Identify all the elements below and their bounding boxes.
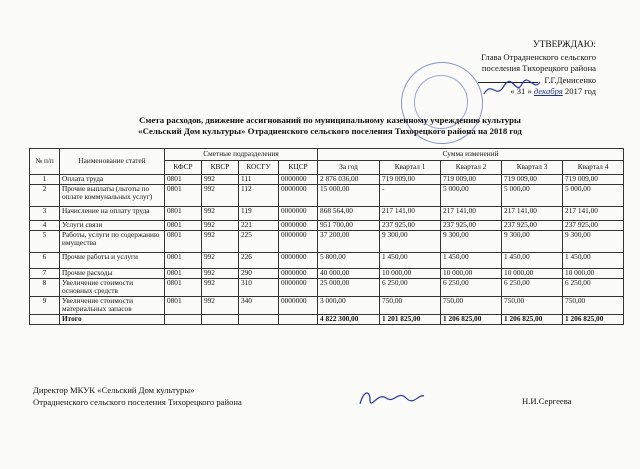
cell-kosgu: 111 bbox=[239, 175, 279, 185]
cell-kosgu: 226 bbox=[239, 253, 279, 269]
total-q1: 1 201 825,00 bbox=[380, 314, 441, 324]
cell-name: Прочие работы и услуги bbox=[60, 253, 165, 269]
cell-kvsr: 992 bbox=[202, 296, 239, 314]
cell-name: Услуги связи bbox=[60, 221, 165, 231]
cell-kosgu: 340 bbox=[239, 296, 279, 314]
cell-kcsr: 0000000 bbox=[279, 279, 318, 297]
cell-name: Увеличение стоимости основных средств bbox=[60, 279, 165, 297]
cell-kfsr: 0801 bbox=[165, 296, 202, 314]
table-row bbox=[30, 296, 624, 314]
cell-kvsr: 992 bbox=[202, 269, 239, 279]
header-kcsr: КЦСР bbox=[279, 161, 318, 175]
header-year: За год bbox=[318, 161, 380, 175]
table-row bbox=[30, 231, 624, 253]
cell-q2: 6 250,00 bbox=[441, 279, 502, 297]
cell-q3: 5 000,00 bbox=[502, 185, 563, 207]
cell-n: 3 bbox=[30, 207, 60, 221]
signature-icon bbox=[482, 78, 542, 100]
title-line-2: «Сельский Дом культуры» Отрадненского сельского поселения Тихорецкого района на 2018 год bbox=[138, 126, 522, 136]
cell-kvsr: 992 bbox=[202, 185, 239, 207]
cell-kvsr: 992 bbox=[202, 175, 239, 185]
cell-year: 3 000,00 bbox=[318, 296, 380, 314]
cell-kosgu: 290 bbox=[239, 269, 279, 279]
cell-kfsr: 0801 bbox=[165, 175, 202, 185]
cell-q3: 9 300,00 bbox=[502, 231, 563, 253]
footer-name: Н.И.Сергеева bbox=[522, 396, 572, 406]
total-q4: 1 206 825,00 bbox=[563, 314, 624, 324]
document-title bbox=[70, 115, 590, 137]
cell-q3: 6 250,00 bbox=[502, 279, 563, 297]
cell-kfsr: 0801 bbox=[165, 207, 202, 221]
cell-q4: 750,00 bbox=[563, 296, 624, 314]
budget-table bbox=[29, 148, 624, 325]
title-line-1: Смета расходов, движение ассигнований по муниципальному казенному учреждению культуры bbox=[139, 115, 521, 125]
cell-kcsr: 0000000 bbox=[279, 269, 318, 279]
cell-name: Работы, услуги по содержанию имущества bbox=[60, 231, 165, 253]
cell-n: 8 bbox=[30, 279, 60, 297]
approval-date-year: 2017 год bbox=[564, 86, 596, 97]
cell-q2: 9 300,00 bbox=[441, 231, 502, 253]
table-row bbox=[30, 221, 624, 231]
header-name: Наименование статей bbox=[60, 149, 165, 175]
cell-year: 25 000,00 bbox=[318, 279, 380, 297]
cell-kosgu: 119 bbox=[239, 207, 279, 221]
header-kosgu: КОСГУ bbox=[239, 161, 279, 175]
cell-kvsr: 992 bbox=[202, 279, 239, 297]
cell-q2: 750,00 bbox=[441, 296, 502, 314]
cell-year: 868 564,00 bbox=[318, 207, 380, 221]
cell-q2: 1 450,00 bbox=[441, 253, 502, 269]
cell-year: 40 000,00 bbox=[318, 269, 380, 279]
cell-kcsr: 0000000 bbox=[279, 207, 318, 221]
cell-year: 5 800,00 bbox=[318, 253, 380, 269]
signature-icon bbox=[356, 386, 426, 408]
table-row bbox=[30, 185, 624, 207]
cell-name: Прочие выплаты (льготы по оплате коммунальных услуг) bbox=[60, 185, 165, 207]
approval-date-day: « 31 » bbox=[510, 86, 532, 97]
cell-q4: 237 925,00 bbox=[563, 221, 624, 231]
table-row bbox=[30, 269, 624, 279]
header-sums-group: Сумма изменений bbox=[318, 149, 624, 161]
cell-q4: 5 000,00 bbox=[563, 185, 624, 207]
header-kfsr: КФСР bbox=[165, 161, 202, 175]
cell-kfsr: 0801 bbox=[165, 231, 202, 253]
cell-n: 4 bbox=[30, 221, 60, 231]
cell-kcsr: 0000000 bbox=[279, 253, 318, 269]
approval-date-month: декабря bbox=[533, 86, 563, 97]
cell-year: 15 000,00 bbox=[318, 185, 380, 207]
cell-kcsr: 0000000 bbox=[279, 296, 318, 314]
cell-q2: 237 925,00 bbox=[441, 221, 502, 231]
cell-q3: 217 141,00 bbox=[502, 207, 563, 221]
cell-q1: 10 000,00 bbox=[380, 269, 441, 279]
cell-q3: 1 450,00 bbox=[502, 253, 563, 269]
approval-line-2: поселения Тихорецкого района bbox=[481, 63, 596, 74]
footer-line-1: Директор МКУК «Сельский Дом культуры» bbox=[33, 385, 195, 395]
cell-n: 5 bbox=[30, 231, 60, 253]
cell-q4: 10 000,00 bbox=[563, 269, 624, 279]
header-codes-group: Сметные подразделения bbox=[165, 149, 318, 161]
cell-n: 2 bbox=[30, 185, 60, 207]
cell-kfsr: 0801 bbox=[165, 185, 202, 207]
header-q1: Квартал 1 bbox=[380, 161, 441, 175]
cell-q2: 10 000,00 bbox=[441, 269, 502, 279]
cell-kvsr: 992 bbox=[202, 207, 239, 221]
table-row bbox=[30, 279, 624, 297]
total-q3: 1 206 825,00 bbox=[502, 314, 563, 324]
cell-q4: 1 450,00 bbox=[563, 253, 624, 269]
cell-kosgu: 112 bbox=[239, 185, 279, 207]
header-q3: Квартал 3 bbox=[502, 161, 563, 175]
table-row bbox=[30, 207, 624, 221]
approval-line-1: Глава Отрадненского сельского bbox=[481, 51, 596, 62]
total-row bbox=[30, 314, 624, 324]
approval-heading: УТВЕРЖДАЮ: bbox=[532, 40, 596, 50]
cell-kcsr: 0000000 bbox=[279, 231, 318, 253]
cell-year: 37 200,00 bbox=[318, 231, 380, 253]
cell-n: 1 bbox=[30, 175, 60, 185]
cell-n: 6 bbox=[30, 253, 60, 269]
header-num: № п/п bbox=[30, 149, 60, 175]
footer-line-2: Отрадненского сельского поселения Тихорецкого района bbox=[33, 397, 242, 407]
cell-kfsr: 0801 bbox=[165, 269, 202, 279]
cell-kfsr: 0801 bbox=[165, 221, 202, 231]
cell-q2: 719 009,00 bbox=[441, 175, 502, 185]
cell-year: 2 876 036,00 bbox=[318, 175, 380, 185]
cell-kcsr: 0000000 bbox=[279, 175, 318, 185]
cell-q2: 217 141,00 bbox=[441, 207, 502, 221]
cell-name: Начисление на оплату труда bbox=[60, 207, 165, 221]
table-row bbox=[30, 175, 624, 185]
cell-q3: 750,00 bbox=[502, 296, 563, 314]
header-kvsr: КВСР bbox=[202, 161, 239, 175]
cell-q2: 5 000,00 bbox=[441, 185, 502, 207]
table-row bbox=[30, 253, 624, 269]
cell-q4: 6 250,00 bbox=[563, 279, 624, 297]
cell-q4: 719 009,00 bbox=[563, 175, 624, 185]
cell-kvsr: 992 bbox=[202, 221, 239, 231]
cell-kosgu: 310 bbox=[239, 279, 279, 297]
cell-kcsr: 0000000 bbox=[279, 185, 318, 207]
cell-name: Оплата труда bbox=[60, 175, 165, 185]
cell-kvsr: 992 bbox=[202, 253, 239, 269]
total-year: 4 822 300,00 bbox=[318, 314, 380, 324]
cell-kosgu: 221 bbox=[239, 221, 279, 231]
cell-q1: 6 250,00 bbox=[380, 279, 441, 297]
header-q2: Квартал 2 bbox=[441, 161, 502, 175]
cell-q3: 719 009,00 bbox=[502, 175, 563, 185]
cell-q1: 9 300,00 bbox=[380, 231, 441, 253]
cell-kfsr: 0801 bbox=[165, 279, 202, 297]
cell-name: Прочие расходы bbox=[60, 269, 165, 279]
cell-kvsr: 992 bbox=[202, 231, 239, 253]
footer bbox=[33, 384, 242, 408]
total-label: Итого bbox=[60, 314, 165, 324]
cell-year: 951 700,00 bbox=[318, 221, 380, 231]
cell-q3: 10 000,00 bbox=[502, 269, 563, 279]
cell-q4: 9 300,00 bbox=[563, 231, 624, 253]
cell-kfsr: 0801 bbox=[165, 253, 202, 269]
cell-q1: 1 450,00 bbox=[380, 253, 441, 269]
cell-q3: 237 925,00 bbox=[502, 221, 563, 231]
cell-q1: 719 009,00 bbox=[380, 175, 441, 185]
cell-n: 9 bbox=[30, 296, 60, 314]
cell-name: Увеличение стоимости материальных запасов bbox=[60, 296, 165, 314]
cell-n: 7 bbox=[30, 269, 60, 279]
cell-q1: 217 141,00 bbox=[380, 207, 441, 221]
cell-kosgu: 225 bbox=[239, 231, 279, 253]
cell-q1: - bbox=[380, 185, 441, 207]
approval-signer: Г.Г.Денисенко bbox=[544, 74, 596, 85]
cell-q1: 237 925,00 bbox=[380, 221, 441, 231]
header-q4: Квартал 4 bbox=[563, 161, 624, 175]
cell-kcsr: 0000000 bbox=[279, 221, 318, 231]
cell-q4: 217 141,00 bbox=[563, 207, 624, 221]
total-q2: 1 206 825,00 bbox=[441, 314, 502, 324]
cell-q1: 750,00 bbox=[380, 296, 441, 314]
